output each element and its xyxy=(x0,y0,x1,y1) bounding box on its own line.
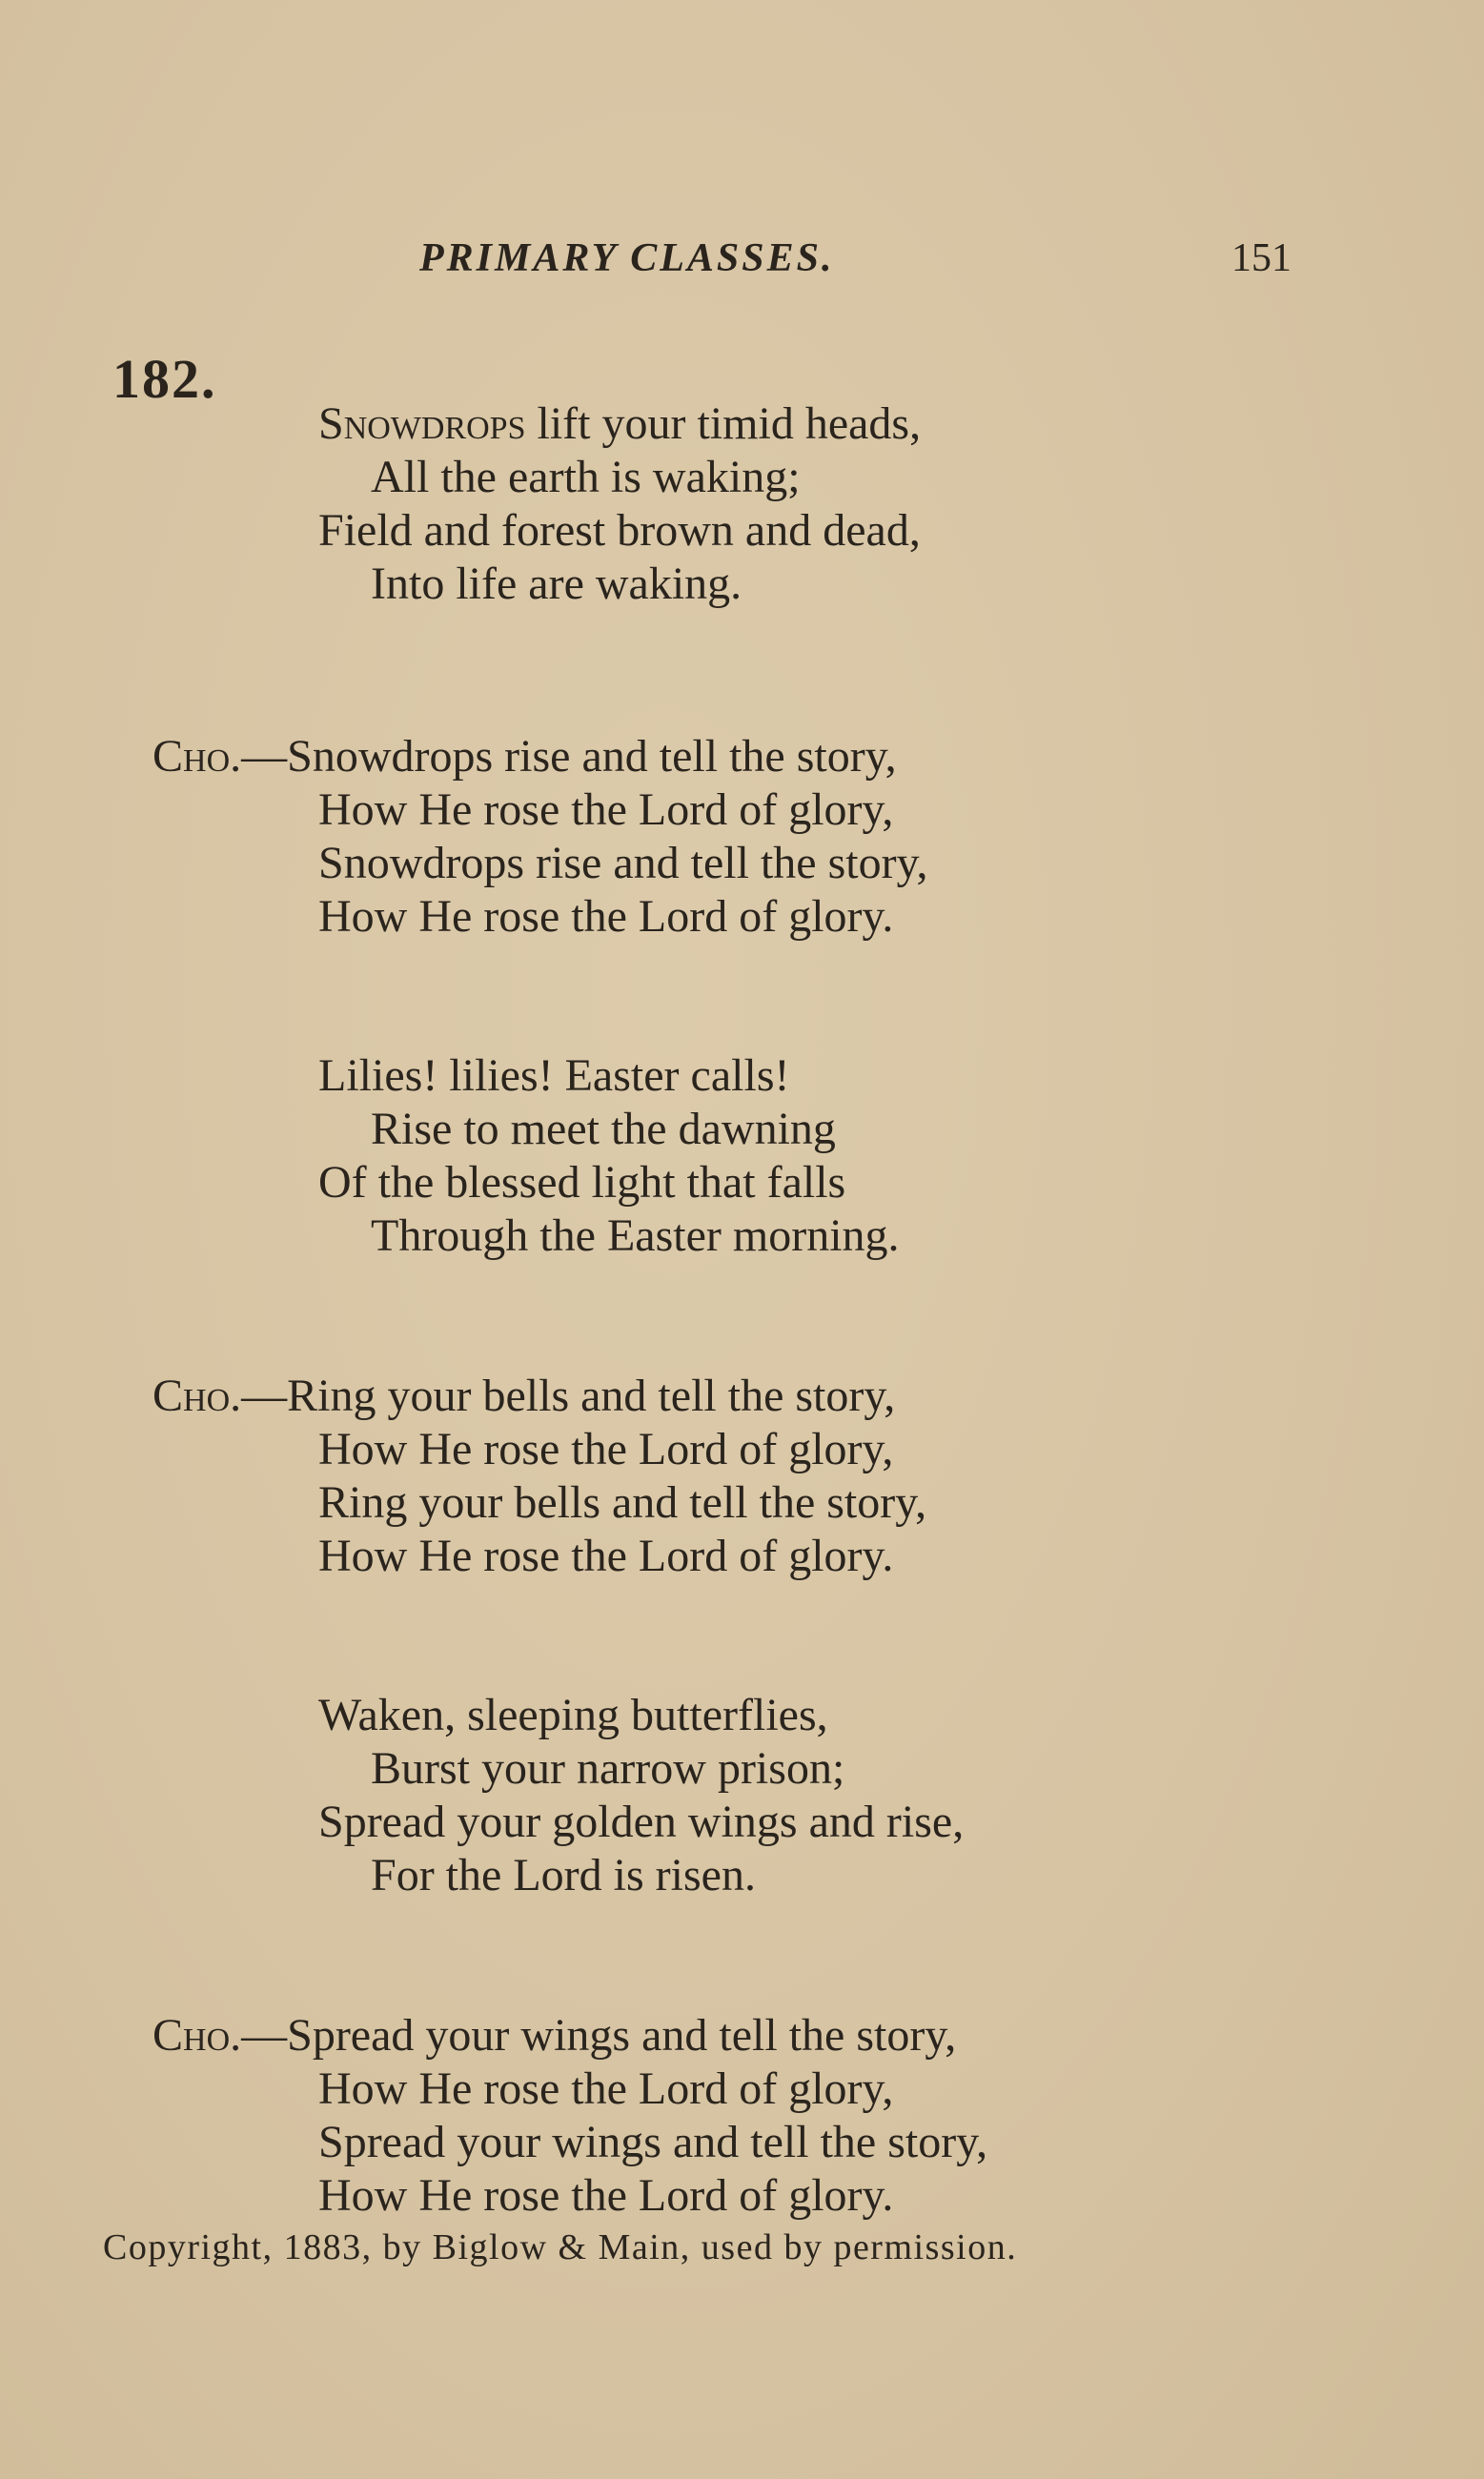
chorus-line: How He rose the Lord of glory. xyxy=(318,891,894,942)
verse-line xyxy=(318,397,921,451)
hymn-number: 182. xyxy=(112,348,217,410)
chorus-line: Snowdrops rise and tell the story, xyxy=(318,838,928,888)
chorus-line: How He rose the Lord of glory. xyxy=(318,1531,894,1581)
chorus-label: Cho. xyxy=(152,1371,242,1421)
verse-line: Rise to meet the dawning xyxy=(371,1104,836,1154)
page-number: 151 xyxy=(1231,236,1291,280)
verse-line: For the Lord is risen. xyxy=(371,1850,756,1900)
chorus-label: Cho. xyxy=(152,731,242,782)
verse-line: Through the Easter morning. xyxy=(371,1210,900,1261)
verse-line: Field and forest brown and dead, xyxy=(318,505,921,556)
chorus-line: Ring your bells and tell the story, xyxy=(318,1477,927,1528)
verse-line: All the earth is waking; xyxy=(371,452,801,502)
running-title: PRIMARY CLASSES. xyxy=(419,236,835,280)
chorus-line: How He rose the Lord of glory. xyxy=(318,2170,894,2221)
chorus-line xyxy=(152,1370,895,1423)
verse-first-word: Snowdrops xyxy=(318,398,526,449)
copyright-notice: Copyright, 1883, by Biglow & Main, used by permission. xyxy=(103,2227,1018,2267)
verse-line-text: lift your timid heads, xyxy=(525,398,922,449)
verse-line: Spread your golden wings and rise, xyxy=(318,1797,965,1847)
chorus-line: How He rose the Lord of glory, xyxy=(318,1424,894,1474)
verse-line: Into life are waking. xyxy=(371,559,742,609)
verse-line: Of the blessed light that falls xyxy=(318,1157,846,1208)
chorus-label: Cho. xyxy=(152,2010,242,2061)
chorus-line-text: —Ring your bells and tell the story, xyxy=(241,1371,896,1421)
chorus-line: Spread your wings and tell the story, xyxy=(318,2117,988,2167)
chorus-line xyxy=(152,2009,956,2062)
chorus-line-text: —Snowdrops rise and tell the story, xyxy=(241,731,897,782)
chorus-line: How He rose the Lord of glory, xyxy=(318,784,894,835)
verse-line: Waken, sleeping butterflies, xyxy=(318,1690,828,1740)
chorus-line-text: —Spread your wings and tell the story, xyxy=(241,2010,957,2061)
chorus-line: How He rose the Lord of glory, xyxy=(318,2063,894,2114)
chorus-line xyxy=(152,730,897,783)
verse-line: Lilies! lilies! Easter calls! xyxy=(318,1050,790,1101)
verse-line: Burst your narrow prison; xyxy=(371,1743,845,1794)
